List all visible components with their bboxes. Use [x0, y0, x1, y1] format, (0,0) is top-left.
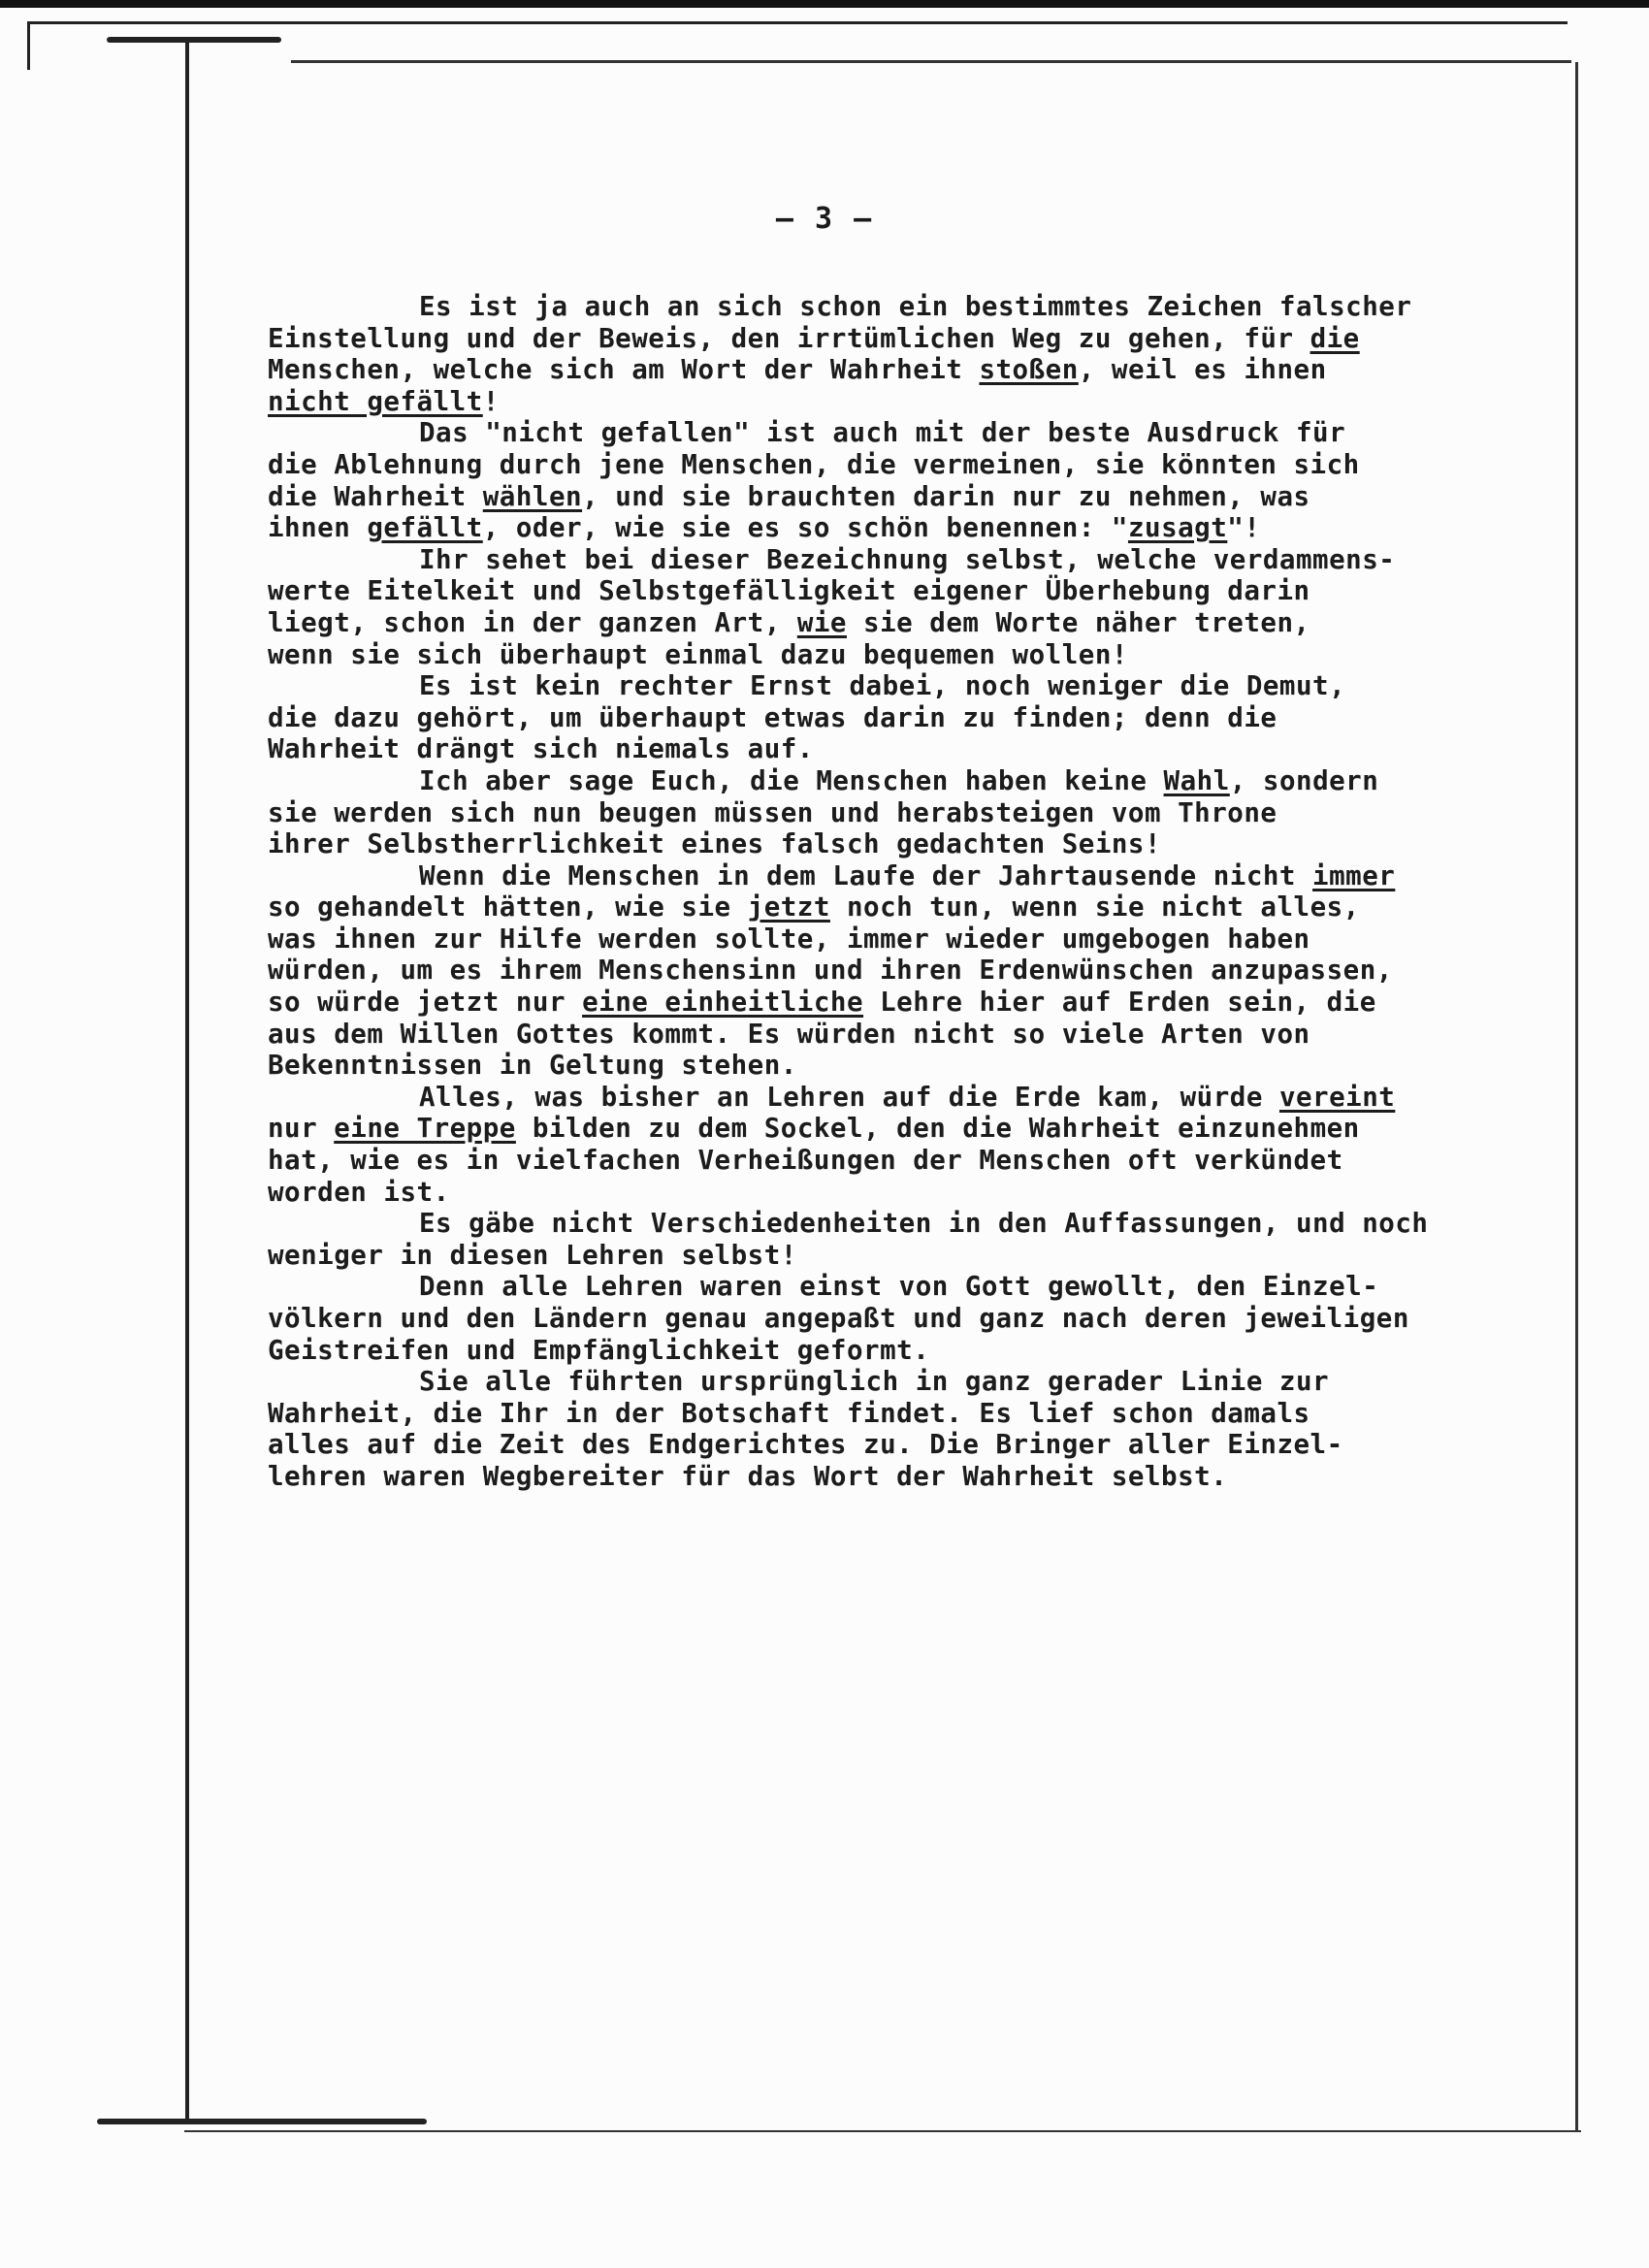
text-segment: ihrer Selbstherrlichkeit eines falsch gedachten Seins! — [268, 828, 1162, 860]
text-line — [268, 639, 1568, 671]
text-segment: Das "nicht gefallen" ist auch mit der beste Ausdruck für — [419, 417, 1346, 449]
text-line — [268, 1335, 1568, 1367]
text-line — [268, 607, 1568, 639]
text-segment: Bekenntnissen in Geltung stehen. — [268, 1050, 797, 1082]
frame-line-right — [1575, 62, 1578, 2132]
binding-mark-bottom — [97, 2119, 427, 2124]
text-segment: würden, um es ihrem Menschensinn und ihren Erdenwünschen anzupassen, — [268, 955, 1393, 987]
text-line — [268, 797, 1568, 829]
frame-line-bottom — [184, 2130, 1581, 2132]
text-segment: weniger in diesen Lehren selbst! — [268, 1239, 797, 1271]
text-line — [268, 828, 1568, 860]
text-line — [268, 923, 1568, 956]
text-segment: ihnen — [268, 512, 368, 544]
text-segment: was ihnen zur Hilfe werden sollte, immer wieder umgebogen haben — [268, 923, 1310, 955]
underlined-word: nicht gefällt — [268, 385, 483, 417]
text-line — [268, 1050, 1568, 1082]
underlined-word: wählen — [482, 480, 583, 512]
text-segment: Einstellung und der Beweis, den irrtümlichen Weg zu gehen, für — [268, 322, 1310, 354]
text-segment: , und sie brauchten darin nur zu nehmen, was — [582, 480, 1310, 512]
text-line — [268, 1082, 1568, 1114]
text-line — [268, 417, 1568, 449]
text-line — [268, 1208, 1568, 1240]
text-segment: so gehandelt hätten, wie sie — [268, 891, 748, 923]
text-segment: , sondern — [1229, 764, 1379, 796]
text-line — [268, 481, 1568, 513]
text-segment: "! — [1227, 512, 1261, 544]
text-line — [268, 323, 1568, 355]
underlined-word: wie — [796, 606, 847, 638]
text-line — [268, 575, 1568, 607]
frame-line-top — [27, 21, 1568, 24]
text-line — [268, 1398, 1568, 1430]
text-line — [268, 1240, 1568, 1272]
underlined-word: jetzt — [747, 891, 830, 923]
text-line — [268, 291, 1568, 323]
text-segment: bilden zu dem Sockel, den die Wahrheit einzunehmen — [515, 1113, 1360, 1145]
text-line — [268, 955, 1568, 987]
text-segment: , weil es ihnen — [1078, 354, 1327, 386]
text-line — [268, 1019, 1568, 1051]
text-segment: Lehre hier auf Erden sein, die — [863, 987, 1376, 1019]
text-segment: Ihr sehet bei dieser Bezeichnung selbst, welche verdammens- — [419, 543, 1396, 575]
text-segment: Geistreifen und Empfänglichkeit geformt. — [268, 1334, 930, 1366]
text-segment: werte Eitelkeit und Selbstgefälligkeit eigener Überhebung darin — [268, 575, 1310, 607]
underlined-word: die — [1310, 322, 1360, 354]
text-segment: nur — [268, 1113, 335, 1145]
text-segment: alles auf die Zeit des Endgerichtes zu. Die Bringer aller Einzel- — [268, 1429, 1343, 1461]
binding-mark-top — [107, 37, 281, 43]
text-line — [268, 512, 1568, 544]
binding-line-left — [185, 39, 189, 2124]
text-segment: Es ist ja auch an sich schon ein bestimmtes Zeichen falscher — [419, 291, 1412, 322]
text-line — [268, 1461, 1568, 1493]
underlined-word: gefällt — [367, 512, 483, 544]
text-line — [268, 670, 1568, 702]
underlined-word: immer — [1312, 859, 1396, 891]
text-line — [268, 702, 1568, 734]
text-segment: lehren waren Wegbereiter für das Wort der Wahrheit selbst. — [268, 1460, 1228, 1492]
text-segment: noch tun, wenn sie nicht alles, — [829, 891, 1360, 923]
typewritten-text — [268, 291, 1568, 1493]
frame-line-top-inner — [291, 60, 1571, 63]
text-segment: hat, wie es in vielfachen Verheißungen der Menschen oft verkündet — [268, 1145, 1343, 1177]
underlined-word: stoßen — [979, 354, 1079, 386]
text-line — [268, 1145, 1568, 1177]
underlined-word: vereint — [1278, 1081, 1396, 1113]
underlined-word: Wahl — [1163, 764, 1230, 796]
text-segment: worden ist. — [268, 1176, 450, 1208]
text-line — [268, 765, 1568, 797]
text-segment: Wahrheit, die Ihr in der Botschaft findet. Es lief schon damals — [268, 1397, 1310, 1429]
text-segment: Sie alle führten ursprünglich in ganz gerader Linie zur — [419, 1366, 1330, 1398]
text-line — [268, 891, 1568, 923]
text-line — [268, 1271, 1568, 1303]
text-line — [268, 987, 1568, 1019]
text-segment: Alles, was bisher an Lehren auf die Erde kam, würde — [419, 1081, 1279, 1113]
text-segment: Menschen, welche sich am Wort der Wahrheit — [268, 354, 980, 386]
scan-edge-top — [0, 0, 1649, 8]
text-line — [268, 1177, 1568, 1209]
frame-corner-mark — [27, 21, 30, 70]
text-segment: die Ablehnung durch jene Menschen, die vermeinen, sie könnten sich — [268, 448, 1360, 480]
text-segment: Wahrheit drängt sich niemals auf. — [268, 733, 814, 765]
text-line — [268, 1429, 1568, 1461]
text-segment: so würde jetzt nur — [268, 987, 583, 1019]
text-segment: Es gäbe nicht Verschiedenheiten in den Auffassungen, und noch — [419, 1208, 1429, 1240]
text-line — [268, 354, 1568, 386]
text-segment: die dazu gehört, um überhaupt etwas darin zu finden; denn die — [268, 701, 1277, 733]
text-segment: aus dem Willen Gottes kommt. Es würden nicht so viele Arten von — [268, 1018, 1310, 1050]
text-segment: sie werden sich nun beugen müssen und herabsteigen vom Throne — [268, 796, 1277, 828]
text-segment: Denn alle Lehren waren einst von Gott gewollt, den Einzel- — [419, 1271, 1379, 1303]
text-segment: ! — [482, 385, 500, 417]
underlined-word: zusagt — [1127, 512, 1228, 544]
text-line — [268, 544, 1568, 576]
text-line — [268, 386, 1568, 418]
text-segment: völkern und den Ländern genau angepaßt und ganz nach deren jeweiligen — [268, 1303, 1409, 1334]
text-segment: Es ist kein rechter Ernst dabei, noch weniger die Demut, — [419, 670, 1346, 702]
page-number: – 3 – — [775, 202, 874, 236]
text-segment: die Wahrheit — [268, 480, 483, 512]
text-segment: Ich aber sage Euch, die Menschen haben keine — [419, 764, 1164, 796]
text-line — [268, 1366, 1568, 1398]
underlined-word: eine Treppe — [334, 1113, 516, 1145]
text-segment: sie dem Worte näher treten, — [846, 606, 1310, 638]
text-segment: , oder, wie sie es so schön benennen: " — [482, 512, 1128, 544]
text-line — [268, 449, 1568, 481]
text-line — [268, 1303, 1568, 1335]
text-segment: liegt, schon in der ganzen Art, — [268, 606, 797, 638]
text-line — [268, 860, 1568, 892]
text-segment: wenn sie sich überhaupt einmal dazu bequemen wollen! — [268, 638, 1128, 670]
underlined-word: eine einheitliche — [582, 987, 864, 1019]
text-segment: Wenn die Menschen in dem Laufe der Jahrtausende nicht — [419, 859, 1313, 891]
text-line — [268, 1113, 1568, 1145]
text-line — [268, 733, 1568, 765]
